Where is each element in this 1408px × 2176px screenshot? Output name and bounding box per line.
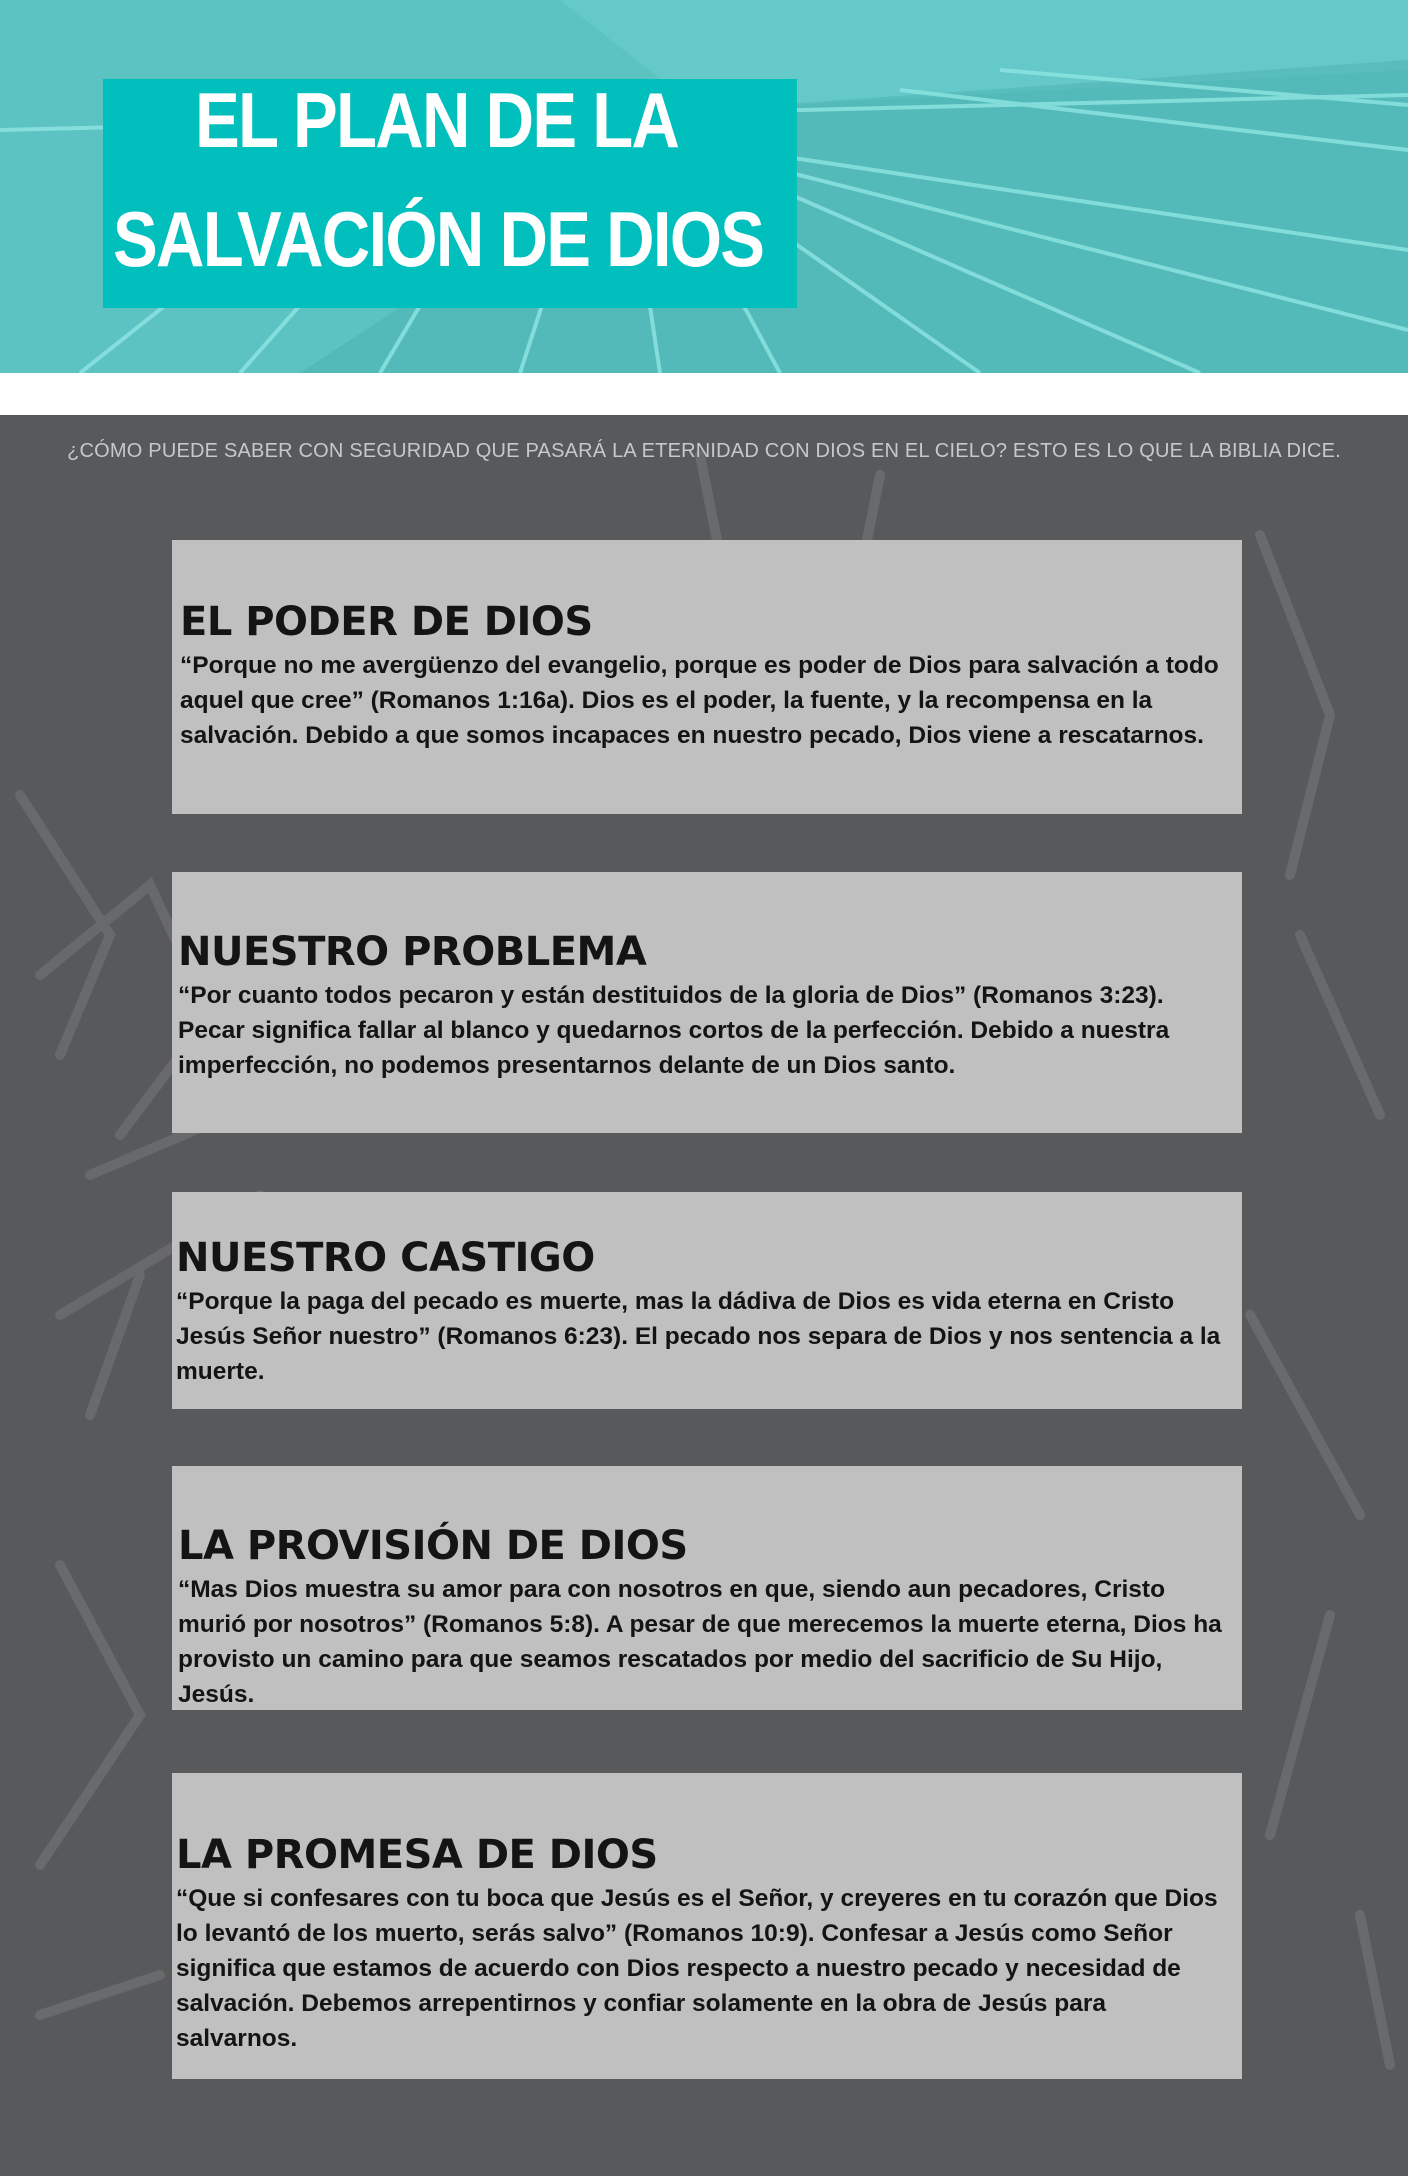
section-body: “Mas Dios muestra su amor para con nosotros en que, siendo aun pecadores, Cristo murió por nosotros” (Romanos 5:8). A pesar de que merecemos la muerte eterna, Dios ha provisto un camino para que seamos rescatados por medio del sacrificio de Su Hijo, Jesús. xyxy=(178,1576,1222,1708)
section-title: EL PODER DE DIOS xyxy=(180,599,593,645)
section-title: NUESTRO CASTIGO xyxy=(176,1235,595,1281)
section-title: LA PROMESA DE DIOS xyxy=(176,1832,658,1878)
section-title: LA PROVISIÓN DE DIOS xyxy=(178,1523,688,1569)
section-card-provision xyxy=(172,1466,1242,1710)
title-box xyxy=(103,76,797,308)
section-body: “Por cuanto todos pecaron y están destituidos de la gloria de Dios” (Romanos 3:23). Pecar significa fallar al blanco y quedarnos cortos de la perfección. Debido a nuestra imperfección, no podemos presentarnos delante de un Dios santo. xyxy=(178,982,1170,1079)
section-body: “Porque la paga del pecado es muerte, mas la dádiva de Dios es vida eterna en Cristo Jesús Señor nuestro” (Romanos 6:23). El pecado nos separa de Dios y nos sentencia a la muerte. xyxy=(176,1288,1221,1385)
section-body: “Que si confesares con tu boca que Jesús es el Señor, y creyeres en tu corazón que Dios lo levantó de los muerto, serás salvo” (Romanos 10:9). Confesar a Jesús como Señor significa que estamos de acuerdo con Dios respecto a nuestro pecado y necesidad de salvación. Debemos arrepentirnos y confiar solamente en la obra de Jesús para salvarnos. xyxy=(176,1885,1218,2052)
page-title-line-2: SALVACIÓN DE DIOS xyxy=(113,195,764,283)
section-title: NUESTRO PROBLEMA xyxy=(178,929,647,975)
header-banner xyxy=(0,0,1408,373)
intro-question: ¿CÓMO PUEDE SABER CON SEGURIDAD QUE PASARÁ LA ETERNIDAD CON DIOS EN EL CIELO? ESTO ES LO QUE LA BIBLIA DICE. xyxy=(67,440,1341,462)
page-title-line-1: EL PLAN DE LA xyxy=(195,76,679,164)
section-card-power xyxy=(172,540,1242,814)
section-card-problem xyxy=(172,872,1242,1133)
header-divider xyxy=(0,373,1408,415)
section-card-promise xyxy=(172,1773,1242,2079)
section-card-punishment xyxy=(172,1192,1242,1409)
section-body: “Porque no me avergüenzo del evangelio, porque es poder de Dios para salvación a todo aquel que cree” (Romanos 1:16a). Dios es el poder, la fuente, y la recompensa en la salvación. Debido a que somos incapaces en nuestro pecado, Dios viene a rescatarnos. xyxy=(180,652,1219,749)
